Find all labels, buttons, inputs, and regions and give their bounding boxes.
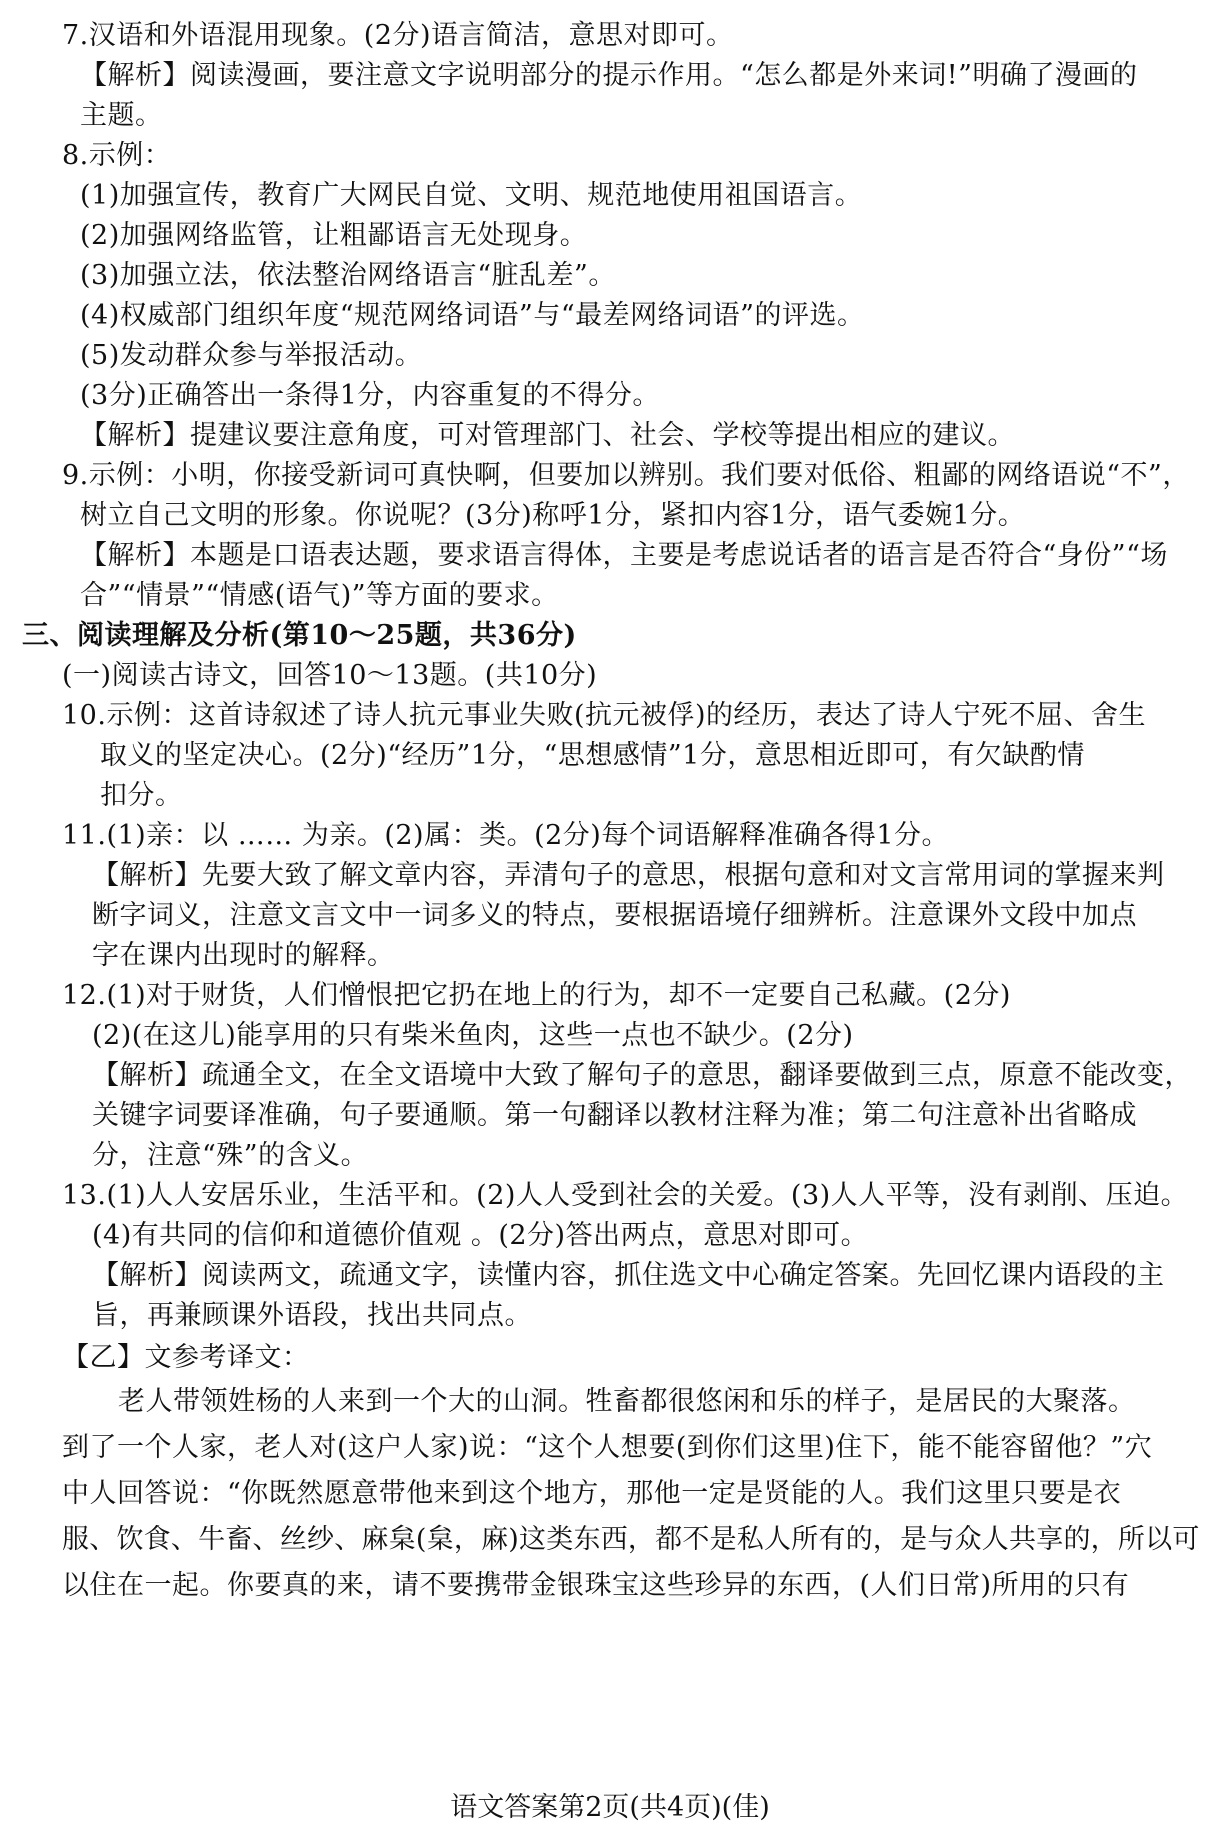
page-footer: 语文答案第2页(共4页)(佳) xyxy=(450,1792,770,1823)
q7-analysis: 【解析】阅读漫画，要注意文字说明部分的提示作用。“怎么都是外来词!”明确了漫画的 xyxy=(80,60,1138,91)
q13-answer-2: (4)有共同的信仰和道德价值观 。(2分)答出两点，意思对即可。 xyxy=(92,1220,869,1251)
q12-analysis-cont: 关键字词要译准确，句子要通顺。第一句翻译以教材注释为准；第二句注意补出省略成 xyxy=(92,1100,1137,1131)
q13-answer: 13.(1)人人安居乐业，生活平和。(2)人人受到社会的关爱。(3)人人平等，没有剥削、压迫。 xyxy=(62,1180,1189,1211)
q12-answer: 12.(1)对于财货，人们憎恨把它扔在地上的行为，却不一定要自己私藏。(2分) xyxy=(62,980,1011,1011)
q9-answer: 9.示例：小明，你接受新词可真快啊，但要加以辨别。我们要对低俗、粗鄙的网络语说“不”， xyxy=(62,460,1190,491)
q8-item-4: (4)权威部门组织年度“规范网络词语”与“最差网络词语”的评选。 xyxy=(80,300,865,331)
q11-analysis-cont: 断字词义，注意文言文中一词多义的特点，要根据语境仔细辨析。注意课外文段中加点 xyxy=(92,900,1137,931)
translation-line: 到了一个人家，老人对(这户人家)说：“这个人想要(到你们这里)住下，能不能容留他？”穴 xyxy=(62,1432,1153,1463)
q13-analysis-cont: 旨，再兼顾课外语段，找出共同点。 xyxy=(92,1300,532,1331)
q11-answer: 11.(1)亲：以 …… 为亲。(2)属：类。(2分)每个词语解释准确各得1分。 xyxy=(62,820,950,851)
subsection-title: (一)阅读古诗文，回答10～13题。(共10分) xyxy=(62,660,598,691)
translation-line: 以住在一起。你要真的来，请不要携带金银珠宝这些珍异的东西，(人们日常)所用的只有 xyxy=(62,1570,1130,1601)
q8-item-5: (5)发动群众参与举报活动。 xyxy=(80,340,423,371)
q12-answer-2: (2)(在这儿)能享用的只有柴米鱼肉，这些一点也不缺少。(2分) xyxy=(92,1020,854,1051)
q7-answer: 7.汉语和外语混用现象。(2分)语言简洁，意思对即可。 xyxy=(62,20,734,51)
q9-answer-cont: 树立自己文明的形象。你说呢？(3分)称呼1分，紧扣内容1分，语气委婉1分。 xyxy=(80,500,1026,531)
q8-head: 8.示例： xyxy=(62,140,172,171)
q13-analysis: 【解析】阅读两文，疏通文字，读懂内容，抓住选文中心确定答案。先回忆课内语段的主 xyxy=(92,1260,1165,1291)
q8-item-2: (2)加强网络监管，让粗鄙语言无处现身。 xyxy=(80,220,588,251)
q11-analysis: 【解析】先要大致了解文章内容，弄清句子的意思，根据句意和对文言常用词的掌握来判 xyxy=(92,860,1165,891)
q10-answer-cont: 取义的坚定决心。(2分)“经历”1分，“思想感情”1分，意思相近即可，有欠缺酌情 xyxy=(100,740,1085,771)
q7-analysis-cont: 主题。 xyxy=(80,100,163,131)
translation-line: 老人带领姓杨的人来到一个大的山洞。牲畜都很悠闲和乐的样子，是居民的大聚落。 xyxy=(118,1386,1136,1417)
q12-analysis-end: 分，注意“殊”的含义。 xyxy=(92,1140,369,1171)
q11-analysis-end: 字在课内出现时的解释。 xyxy=(92,940,395,971)
q8-analysis: 【解析】提建议要注意角度，可对管理部门、社会、学校等提出相应的建议。 xyxy=(80,420,1015,451)
translation-line: 服、饮食、牛畜、丝纱、麻枲(枲，麻)这类东西，都不是私人所有的，是与众人共享的，所以可 xyxy=(62,1524,1200,1555)
q10-answer: 10.示例：这首诗叙述了诗人抗元事业失败(抗元被俘)的经历，表达了诗人宁死不屈、舍生 xyxy=(62,700,1147,731)
q10-answer-end: 扣分。 xyxy=(100,780,183,811)
q8-item-1: (1)加强宣传，教育广大网民自觉、文明、规范地使用祖国语言。 xyxy=(80,180,863,211)
q9-analysis-cont: 合”“情景”“情感(语气)”等方面的要求。 xyxy=(80,580,559,611)
q12-analysis: 【解析】疏通全文，在全文语境中大致了解句子的意思，翻译要做到三点，原意不能改变， xyxy=(92,1060,1192,1091)
q8-item-3: (3)加强立法，依法整治网络语言“脏乱差”。 xyxy=(80,260,616,291)
q8-score: (3分)正确答出一条得1分，内容重复的不得分。 xyxy=(80,380,660,411)
q9-analysis: 【解析】本题是口语表达题，要求语言得体，主要是考虑说话者的语言是否符合“身份”“场 xyxy=(80,540,1168,571)
translation-line: 中人回答说：“你既然愿意带他来到这个地方，那他一定是贤能的人。我们这里只要是衣 xyxy=(62,1478,1122,1509)
translation-head: 【乙】文参考译文： xyxy=(62,1342,310,1373)
section-title: 三、阅读理解及分析(第10～25题，共36分) xyxy=(22,620,577,651)
